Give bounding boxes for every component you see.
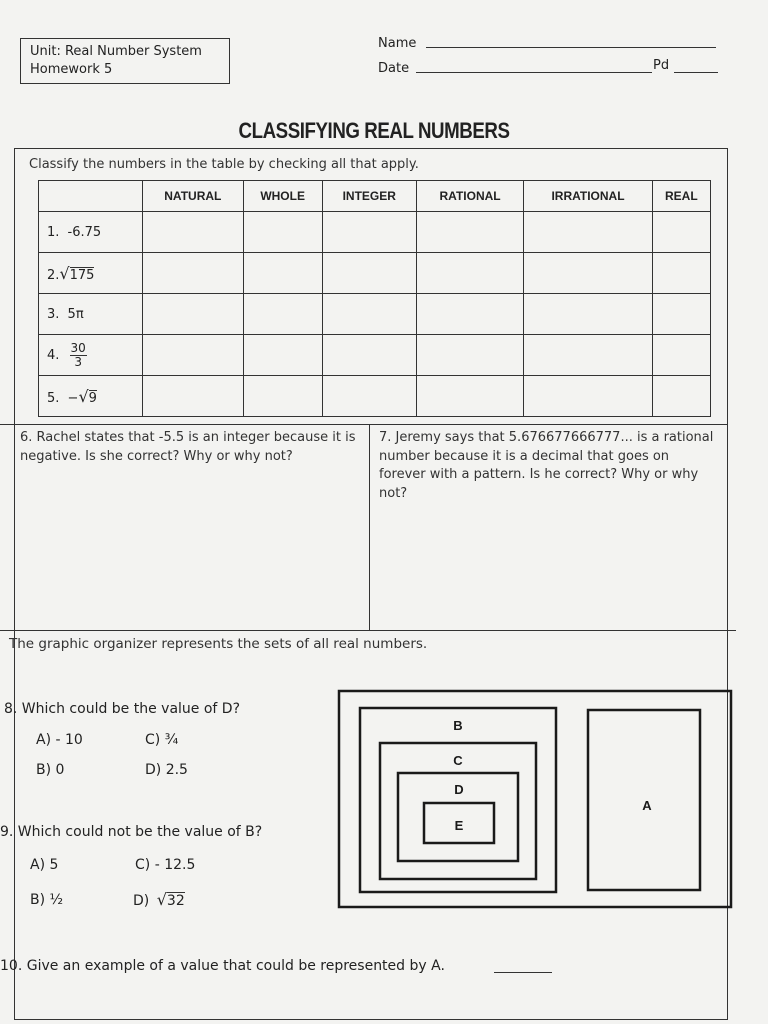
q9-choice-b[interactable]: B) ½ — [30, 892, 64, 908]
set-e-label: E — [454, 818, 464, 833]
pd-label: Pd — [653, 58, 670, 73]
date-field-line[interactable] — [416, 72, 652, 73]
row-number: 1. — [47, 224, 60, 240]
checkbox-cell[interactable] — [652, 376, 710, 417]
row-label — [39, 253, 143, 294]
column-header-rational: RATIONAL — [416, 181, 524, 212]
checkbox-cell[interactable] — [524, 253, 652, 294]
table-header-row — [39, 181, 711, 212]
checkbox-cell[interactable] — [143, 335, 244, 376]
checkbox-cell[interactable] — [524, 376, 652, 417]
table-corner-cell — [39, 181, 143, 212]
checkbox-cell[interactable] — [143, 212, 244, 253]
radical-sign: √ — [59, 263, 70, 283]
name-field-line[interactable] — [426, 47, 716, 48]
q8-choice-d[interactable]: D) 2.5 — [145, 762, 188, 778]
column-header-integer: INTEGER — [322, 181, 416, 212]
row-number: 5. — [47, 390, 60, 406]
radical-sign: √ — [78, 386, 89, 406]
checkbox-cell[interactable] — [322, 294, 416, 335]
checkbox-cell[interactable] — [652, 212, 710, 253]
row-label — [39, 335, 143, 376]
q8-choice-b[interactable]: B) 0 — [36, 762, 65, 778]
checkbox-cell[interactable] — [322, 335, 416, 376]
checkbox-cell[interactable] — [524, 294, 652, 335]
fraction — [70, 342, 87, 369]
checkbox-cell[interactable] — [143, 376, 244, 417]
date-label: Date — [378, 61, 410, 76]
organizer-intro: The graphic organizer represents the sets of all real numbers. — [9, 636, 428, 652]
q9-choice-d[interactable] — [133, 890, 185, 909]
set-a-label: A — [642, 798, 652, 813]
checkbox-cell[interactable] — [243, 376, 322, 417]
checkbox-cell[interactable] — [652, 294, 710, 335]
row-label — [39, 294, 143, 335]
name-label: Name — [378, 36, 417, 51]
checkbox-cell[interactable] — [416, 376, 524, 417]
checkbox-cell[interactable] — [322, 212, 416, 253]
checkbox-cell[interactable] — [243, 253, 322, 294]
checkbox-cell[interactable] — [243, 294, 322, 335]
classification-table — [38, 180, 711, 417]
fraction-denominator: 3 — [74, 354, 82, 369]
table-row — [39, 212, 711, 253]
radicand: 175 — [69, 267, 95, 283]
answer-line-10[interactable] — [494, 972, 552, 973]
instructions: Classify the numbers in the table by checking all that apply. — [29, 157, 419, 172]
checkbox-cell[interactable] — [416, 335, 524, 376]
unit-box — [20, 38, 230, 84]
checkbox-cell[interactable] — [416, 294, 524, 335]
negative-sign: − — [67, 390, 79, 406]
set-b-label: B — [453, 718, 463, 733]
table-row — [39, 335, 711, 376]
row-value: -6.75 — [67, 224, 102, 240]
column-header-real: REAL — [652, 181, 710, 212]
checkbox-cell[interactable] — [243, 212, 322, 253]
set-d-label: D — [454, 782, 464, 797]
section-divider — [0, 630, 736, 631]
pd-field-line[interactable] — [674, 72, 718, 73]
column-header-irrational: IRRATIONAL — [524, 181, 652, 212]
checkbox-cell[interactable] — [243, 335, 322, 376]
homework-label: Homework 5 — [30, 62, 113, 77]
row-number: 3. — [47, 306, 60, 322]
q9-choice-a[interactable]: A) 5 — [30, 857, 59, 873]
table-row — [39, 253, 711, 294]
checkbox-cell[interactable] — [416, 212, 524, 253]
radicand: 32 — [166, 893, 185, 909]
set-c-label: C — [453, 753, 463, 768]
row-number: 2. — [47, 267, 60, 283]
set-b-box — [360, 708, 556, 892]
row-number: 4. — [47, 347, 60, 363]
radicand: 9 — [88, 390, 97, 406]
q9-choice-d-letter: D) — [133, 893, 150, 909]
checkbox-cell[interactable] — [416, 253, 524, 294]
page-title: CLASSIFYING REAL NUMBERS — [238, 118, 510, 143]
question-6: 6. Rachel states that -5.5 is an integer because it is negative. Is she correct? Why or why not? — [20, 430, 356, 464]
fraction-numerator: 30 — [70, 340, 86, 355]
question-9: 9. Which could not be the value of B? — [0, 824, 263, 840]
row-label — [39, 212, 143, 253]
checkbox-cell[interactable] — [652, 335, 710, 376]
column-header-whole: WHOLE — [243, 181, 322, 212]
row-label — [39, 376, 143, 417]
q8-choice-a[interactable]: A) - 10 — [36, 732, 83, 748]
question-8: 8. Which could be the value of D? — [4, 701, 241, 717]
question-7: 7. Jeremy says that 5.676677666777... is a rational number because it is a decimal that goes on forever with a pattern. Is he correct? Why or why not? — [379, 430, 714, 501]
answer-area-7[interactable] — [376, 510, 724, 626]
checkbox-cell[interactable] — [524, 212, 652, 253]
radical-sign: √ — [156, 890, 167, 909]
checkbox-cell[interactable] — [143, 253, 244, 294]
q9-choice-c[interactable]: C) - 12.5 — [135, 857, 196, 873]
table-row — [39, 376, 711, 417]
checkbox-cell[interactable] — [322, 376, 416, 417]
column-header-natural: NATURAL — [143, 181, 244, 212]
checkbox-cell[interactable] — [143, 294, 244, 335]
checkbox-cell[interactable] — [524, 335, 652, 376]
table-row — [39, 294, 711, 335]
checkbox-cell[interactable] — [652, 253, 710, 294]
real-number-organizer — [336, 688, 736, 910]
question-10: 10. Give an example of a value that could be represented by A. — [0, 958, 445, 974]
checkbox-cell[interactable] — [322, 253, 416, 294]
section-divider — [0, 424, 728, 425]
row-value: 5π — [67, 306, 84, 322]
answer-area-6[interactable] — [16, 490, 366, 626]
column-divider — [369, 424, 370, 630]
q8-choice-c[interactable]: C) ¾ — [145, 732, 179, 748]
unit-title: Unit: Real Number System — [30, 44, 202, 59]
